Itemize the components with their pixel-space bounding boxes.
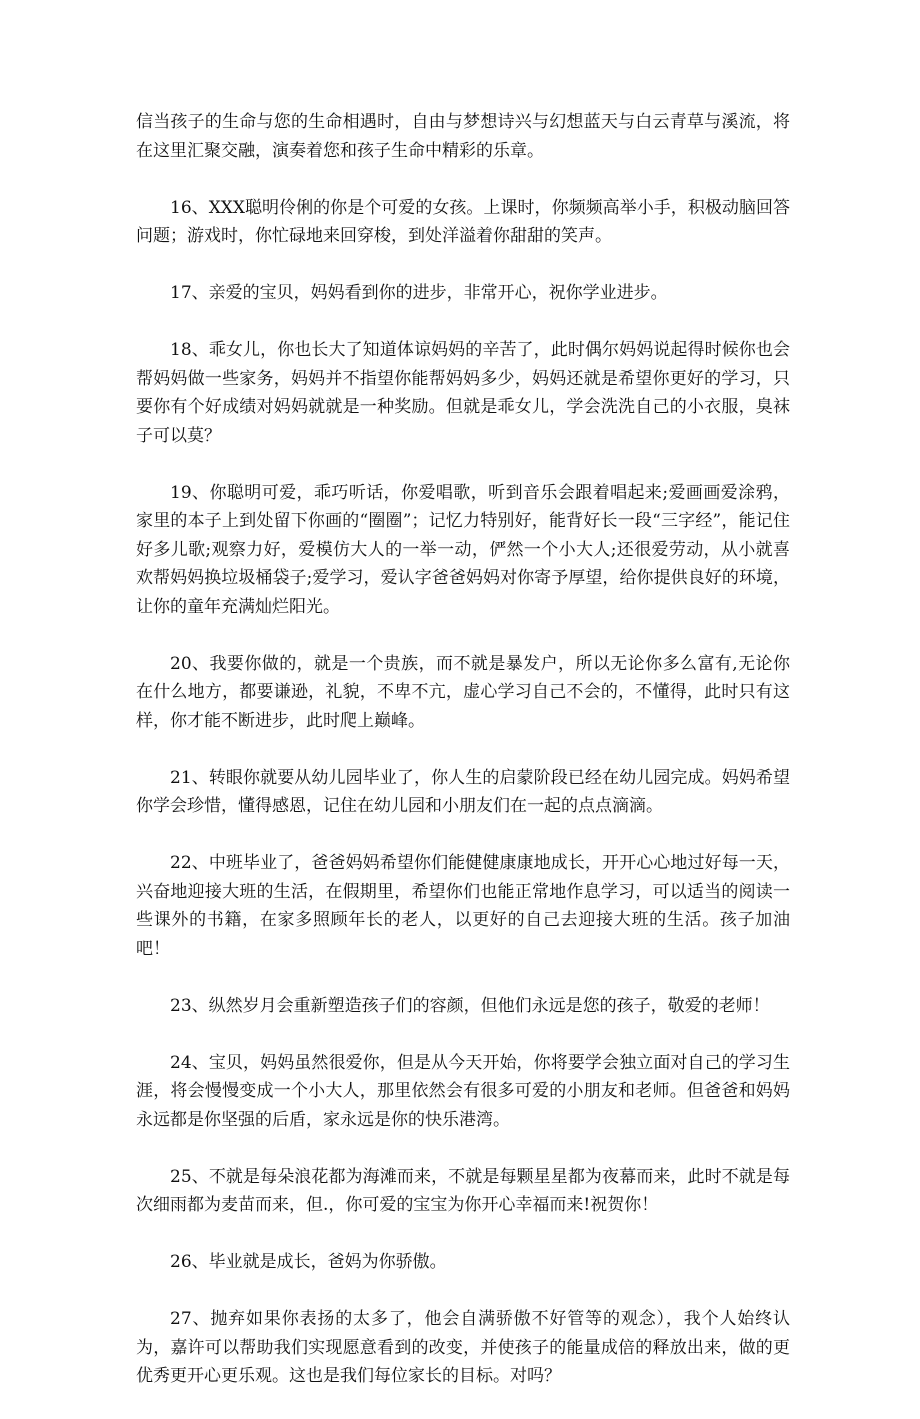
paragraph-continued: 信当孩子的生命与您的生命相遇时，自由与梦想诗兴与幻想蓝天与白云青草与溪流，将在这里汇聚交融，演奏着您和孩子生命中精彩的乐章。 bbox=[136, 112, 790, 161]
paragraph-24: 24、宝贝，妈妈虽然很爱你，但是从今天开始，你将要学会独立面对自己的学习生涯，将会慢慢变成一个小大人，那里依然会有很多可爱的小朋友和老师。但爸爸和妈妈永远都是你坚强的后盾，家永远是你的快乐港湾。 bbox=[136, 1052, 790, 1130]
paragraph-26: 26、毕业就是成长，爸妈为你骄傲。 bbox=[170, 1252, 447, 1272]
paragraph-27: 27、抛弃如果你表扬的太多了，他会自满骄傲不好管等的观念），我个人始终认为，嘉许可以帮助我们实现愿意看到的改变，并使孩子的能量成倍的释放出来，做的更优秀更开心更乐观。这也是我们每位家长的目标。对吗？ bbox=[136, 1309, 790, 1386]
paragraph-25: 25、不就是每朵浪花都为海滩而来，不就是每颗星星都为夜幕而来，此时不就是每次细雨都为麦苗而来，但.，你可爱的宝宝为你开心幸福而来!祝贺你！ bbox=[136, 1166, 790, 1215]
document-body bbox=[136, 108, 790, 1419]
paragraph-16: 16、XXX聪明伶俐的你是个可爱的女孩。上课时，你频频高举小手，积极动脑回答问题；游戏时，你忙碌地来回穿梭，到处洋溢着你甜甜的笑声。 bbox=[136, 197, 790, 246]
paragraph-19: 19、你聪明可爱，乖巧听话，你爱唱歌，听到音乐会跟着唱起来;爱画画爱涂鸦，家里的本子上到处留下你画的“圈圈”；记忆力特别好，能背好长一段“三字经”，能记住好多儿歌;观察力好，爱模仿大人的一举一动，俨然一个小大人;还很爱劳动，从小就喜欢帮妈妈换垃圾桶袋子;爱学习，爱认字爸爸妈妈对你寄予厚望，给你提供良好的环境，让你的童年充满灿烂阳光。 bbox=[136, 482, 790, 617]
paragraph-22: 22、中班毕业了，爸爸妈妈希望你们能健健康康地成长，开开心心地过好每一天，兴奋地迎接大班的生活，在假期里，希望你们也能正常地作息学习，可以适当的阅读一些课外的书籍，在家多照顾年长的老人，以更好的自己去迎接大班的生活。孩子加油吧！ bbox=[136, 853, 790, 959]
paragraph-21: 21、转眼你就要从幼儿园毕业了，你人生的启蒙阶段已经在幼儿园完成。妈妈希望你学会珍惜，懂得感恩，记住在幼儿园和小朋友们在一起的点点滴滴。 bbox=[136, 767, 790, 816]
paragraph-18: 18、乖女儿，你也长大了知道体谅妈妈的辛苦了，此时偶尔妈妈说起得时候你也会帮妈妈做一些家务，妈妈并不指望你能帮妈妈多少，妈妈还就是希望你更好的学习，只要你有个好成绩对妈妈就就是一种奖励。但就是乖女儿，学会洗洗自己的小衣服，臭袜子可以莫？ bbox=[136, 340, 790, 446]
paragraph-17: 17、亲爱的宝贝，妈妈看到你的进步，非常开心，祝你学业进步。 bbox=[170, 283, 668, 303]
paragraph-20: 20、我要你做的，就是一个贵族，而不就是暴发户，所以无论你多么富有,无论你在什么地方，都要谦逊，礼貌，不卑不亢，虚心学习自己不会的，不懂得，此时只有这样，你才能不断进步，此时爬上巅峰。 bbox=[136, 653, 790, 731]
paragraph-23: 23、纵然岁月会重新塑造孩子们的容颜，但他们永远是您的孩子，敬爱的老师！ bbox=[170, 995, 770, 1016]
